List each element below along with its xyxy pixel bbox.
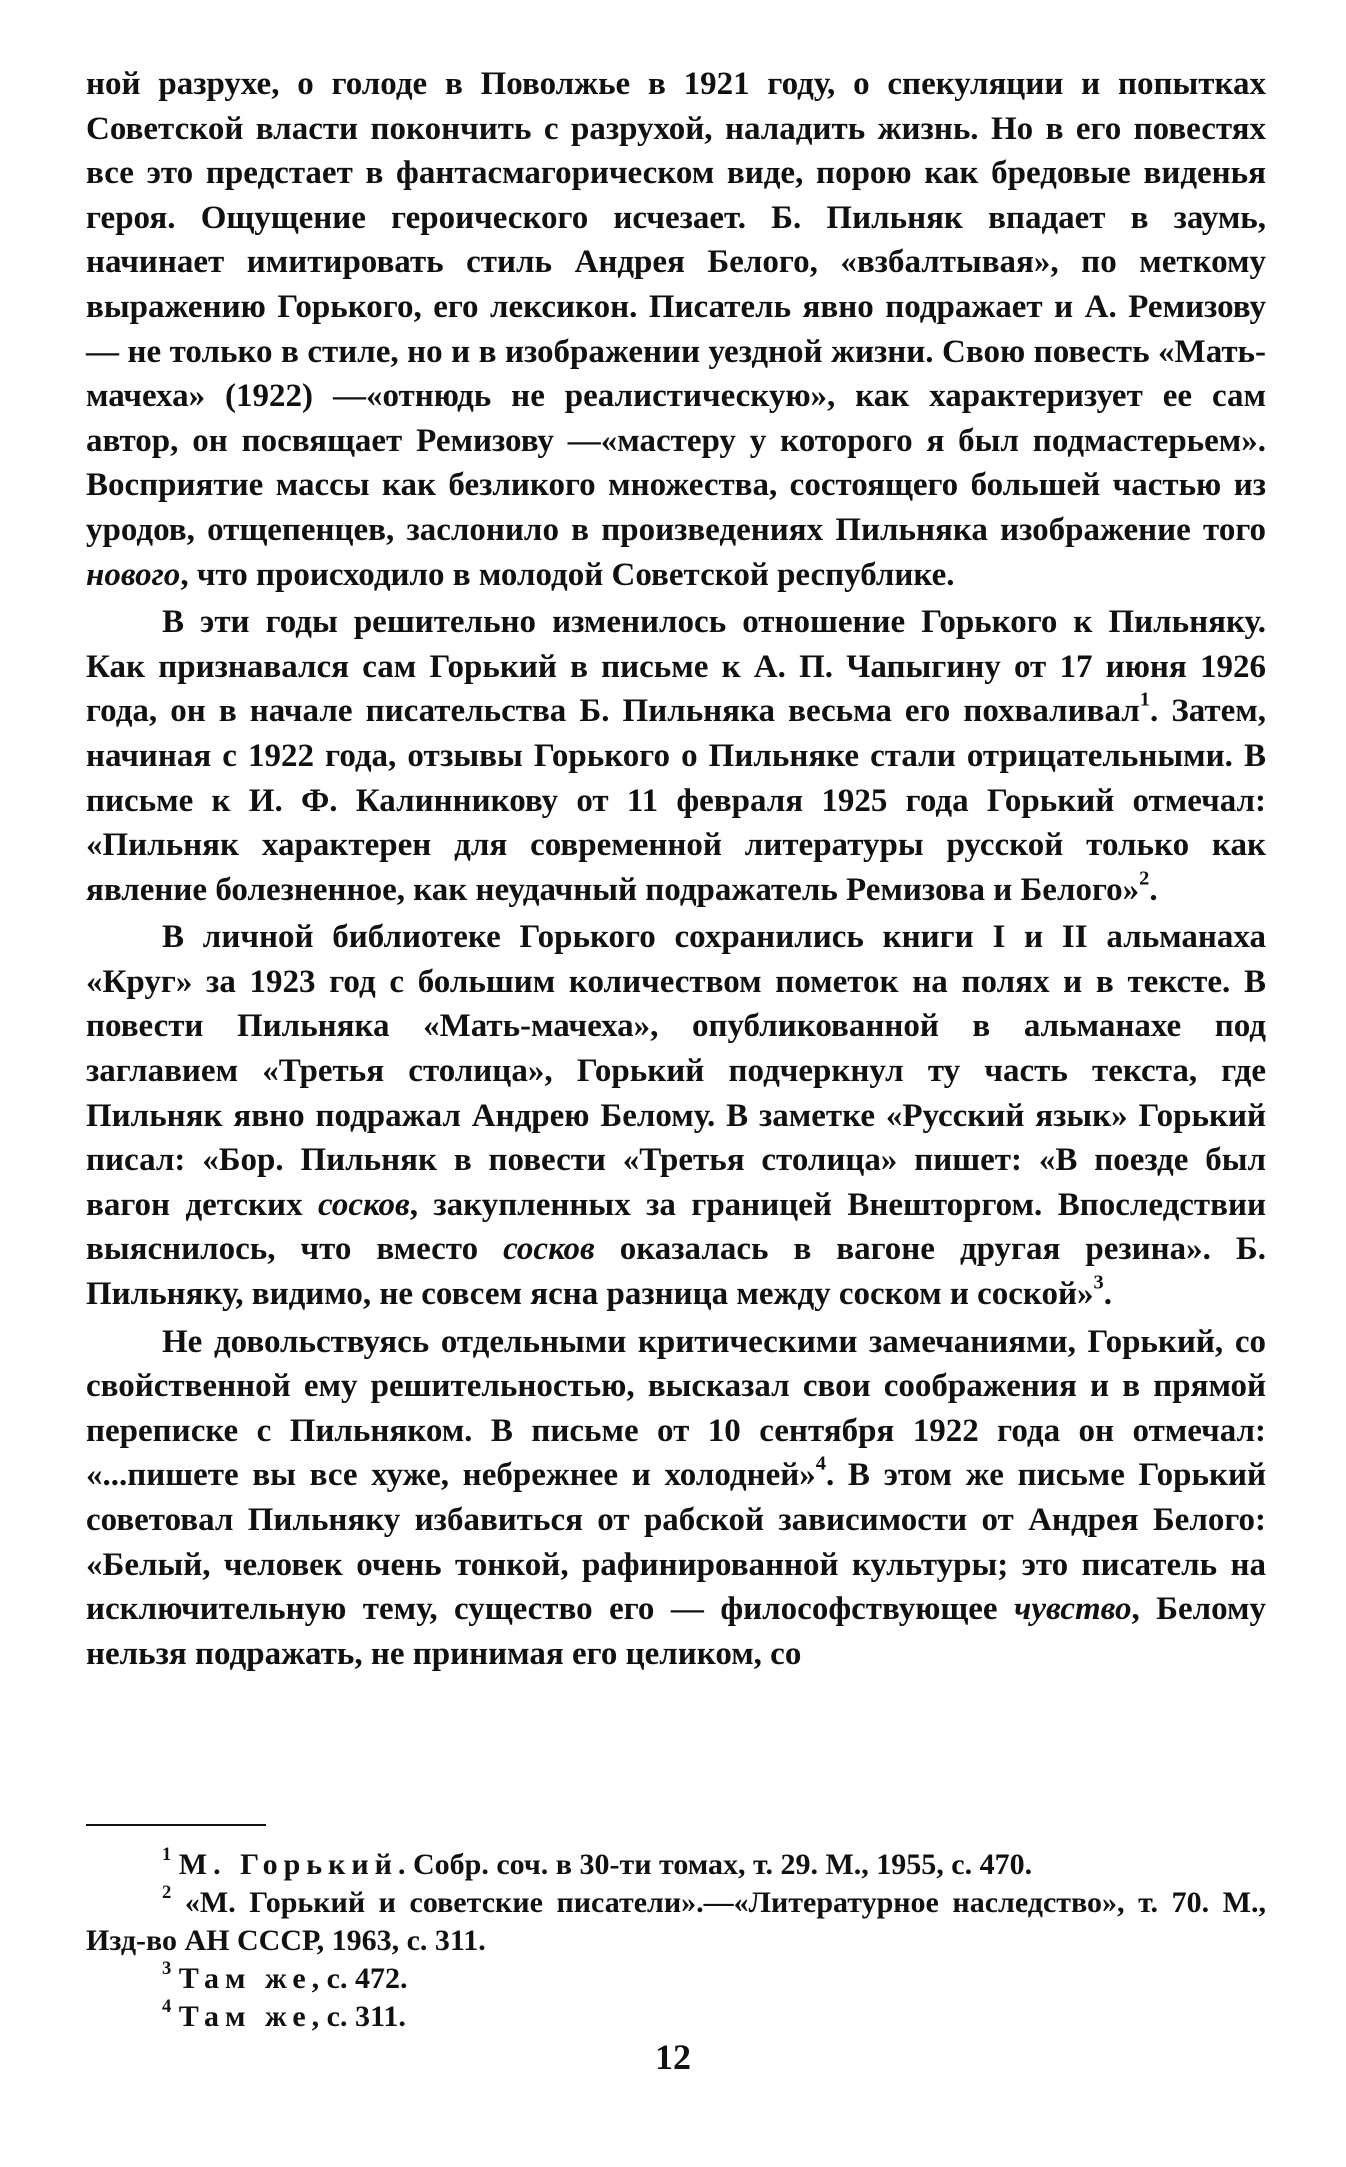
footnote-ref-3: 3 (1093, 1271, 1104, 1294)
paragraph-3 (86, 915, 1266, 1316)
footnote-ibid: Там же (178, 2000, 312, 2033)
paragraph-1-text: ной разрухе, о голоде в Поволжье в 1921 году, о спекуляции и попытках Советской власти покончить с разрухой, наладить жизнь. Но в его повестях все это предстает в фантасмагорическом виде, порою как бредовые виденья героя. Ощущение героического исчезает. Б. Пильняк впадает в заумь, начинает имитировать стиль Андрея Белого, «взбалтывая», по меткому выражению Горького, его лексикон. Писатель явно подражает и А. Ремизову — не только в стиле, но и в изображении уездной жизни. Свою повесть «Мать-мачеха» (1922) —«отнюдь не реалистическую», как характеризует ее сам автор, он посвящает Ремизову —«мастеру у которого я был подмастерьем». Восприятие массы как безликого множества, состоящего большей частью из уродов, отщепенцев, заслонило в произведениях Пильняка изображение того (86, 66, 1266, 548)
italic-soskov-1: сосков (318, 1186, 410, 1223)
footnote-text: «М. Горький и советские писатели».—«Литературное наследство», т. 70. М., Изд-во АН СССР, 1963, с. 311. (86, 1886, 1266, 1957)
footnote-2 (86, 1884, 1266, 1960)
paragraph-2-text: В эти годы решительно изменилось отношение Горького к Пильняку. Как признавался сам Горький в письме к А. П. Чапыгину от 17 июня 1926 года, он в начале писательства Б. Пильняка весьма его похваливал (86, 604, 1266, 730)
italic-chuvstvo: чувство (1014, 1591, 1132, 1628)
footnote-1 (86, 1846, 1266, 1884)
footnote-text: . Собр. соч. в 30-ти томах, т. 29. М., 1955, с. 470. (397, 1848, 1033, 1881)
footnote-author: М. Горький (178, 1848, 398, 1881)
footnotes (86, 1846, 1266, 2036)
italic-soskov-2: сосков (503, 1231, 595, 1268)
italic-novogo: нового (86, 556, 181, 593)
footnote-text: , с. 472. (311, 1962, 408, 1995)
footnote-4 (86, 1998, 1266, 2036)
page-number: 12 (655, 2037, 691, 2077)
footnote-text: , с. 311. (311, 2000, 406, 2033)
footnote-ref-1: 1 (1139, 688, 1151, 711)
paragraph-1 (86, 62, 1266, 597)
paragraph-4-middle: . В этом же письме Горький советовал Пильняку избавиться от рабской зависимости от Андрея Белого: «Белый, человек очень тонкой, рафинированной культуры; это писатель на исключительную тему, существо его — философствующее (86, 1457, 1266, 1628)
footnote-mark: 1 (162, 1844, 172, 1866)
paragraph-3-tail: . (1103, 1276, 1112, 1313)
footnote-mark: 3 (162, 1958, 172, 1980)
footnote-mark: 4 (162, 1996, 172, 2018)
paragraph-2-tail: . (1149, 871, 1158, 908)
footnote-divider (86, 1824, 266, 1826)
page-body (86, 62, 1266, 1676)
footnote-3 (86, 1960, 1266, 1998)
paragraph-3-middle: , закупленных за границей Внешторгом. Впоследствии выяснилось, что вместо (86, 1186, 1266, 1268)
footnote-ref-4: 4 (815, 1453, 826, 1476)
paragraph-3-middle-2: оказалась в вагоне другая резина». Б. Пильняку, видимо, не совсем ясна разница между соском и соской» (86, 1231, 1267, 1313)
paragraph-4 (86, 1320, 1266, 1677)
footnote-ref-2: 2 (1139, 867, 1150, 890)
paragraph-3-text: В личной библиотеке Горького сохранились книги I и II альманаха «Круг» за 1923 год с большим количеством пометок на полях и в тексте. В повести Пильняка «Мать-мачеха», опубликованной в альманахе под заглавием «Третья столица», Горький подчеркнул ту часть текста, где Пильняк явно подражал Андрею Белому. В заметке «Русский язык» Горький писал: «Бор. Пильняк в повести «Третья столица» пишет: «В поезде был вагон детских (86, 919, 1266, 1223)
paragraph-2 (86, 600, 1266, 912)
footnote-ibid: Там же (178, 1962, 312, 1995)
footnote-mark: 2 (162, 1882, 172, 1904)
paragraph-4-text: Не довольствуясь отдельными критическими замечаниями, Горький, со свойственной ему решительностью, высказал свои соображения и в прямой переписке с Пильняком. В письме от 10 сентября 1922 года он отмечал: «...пишете вы все хуже, небрежнее и холодней» (86, 1323, 1266, 1494)
paragraph-2-middle: . Затем, начиная с 1922 года, отзывы Горького о Пильняке стали отрицательными. В письме к И. Ф. Калинникову от 11 февраля 1925 года Горький отмечал: «Пильняк характерен для современной литературы русской только как явление болезненное, как неудачный подражатель Ремизова и Белого» (86, 693, 1266, 908)
paragraph-4-tail: , Белому нельзя подражать, не принимая его целиком, со (86, 1591, 1266, 1672)
paragraph-1-tail: , что происходило в молодой Советской республике. (180, 556, 955, 593)
